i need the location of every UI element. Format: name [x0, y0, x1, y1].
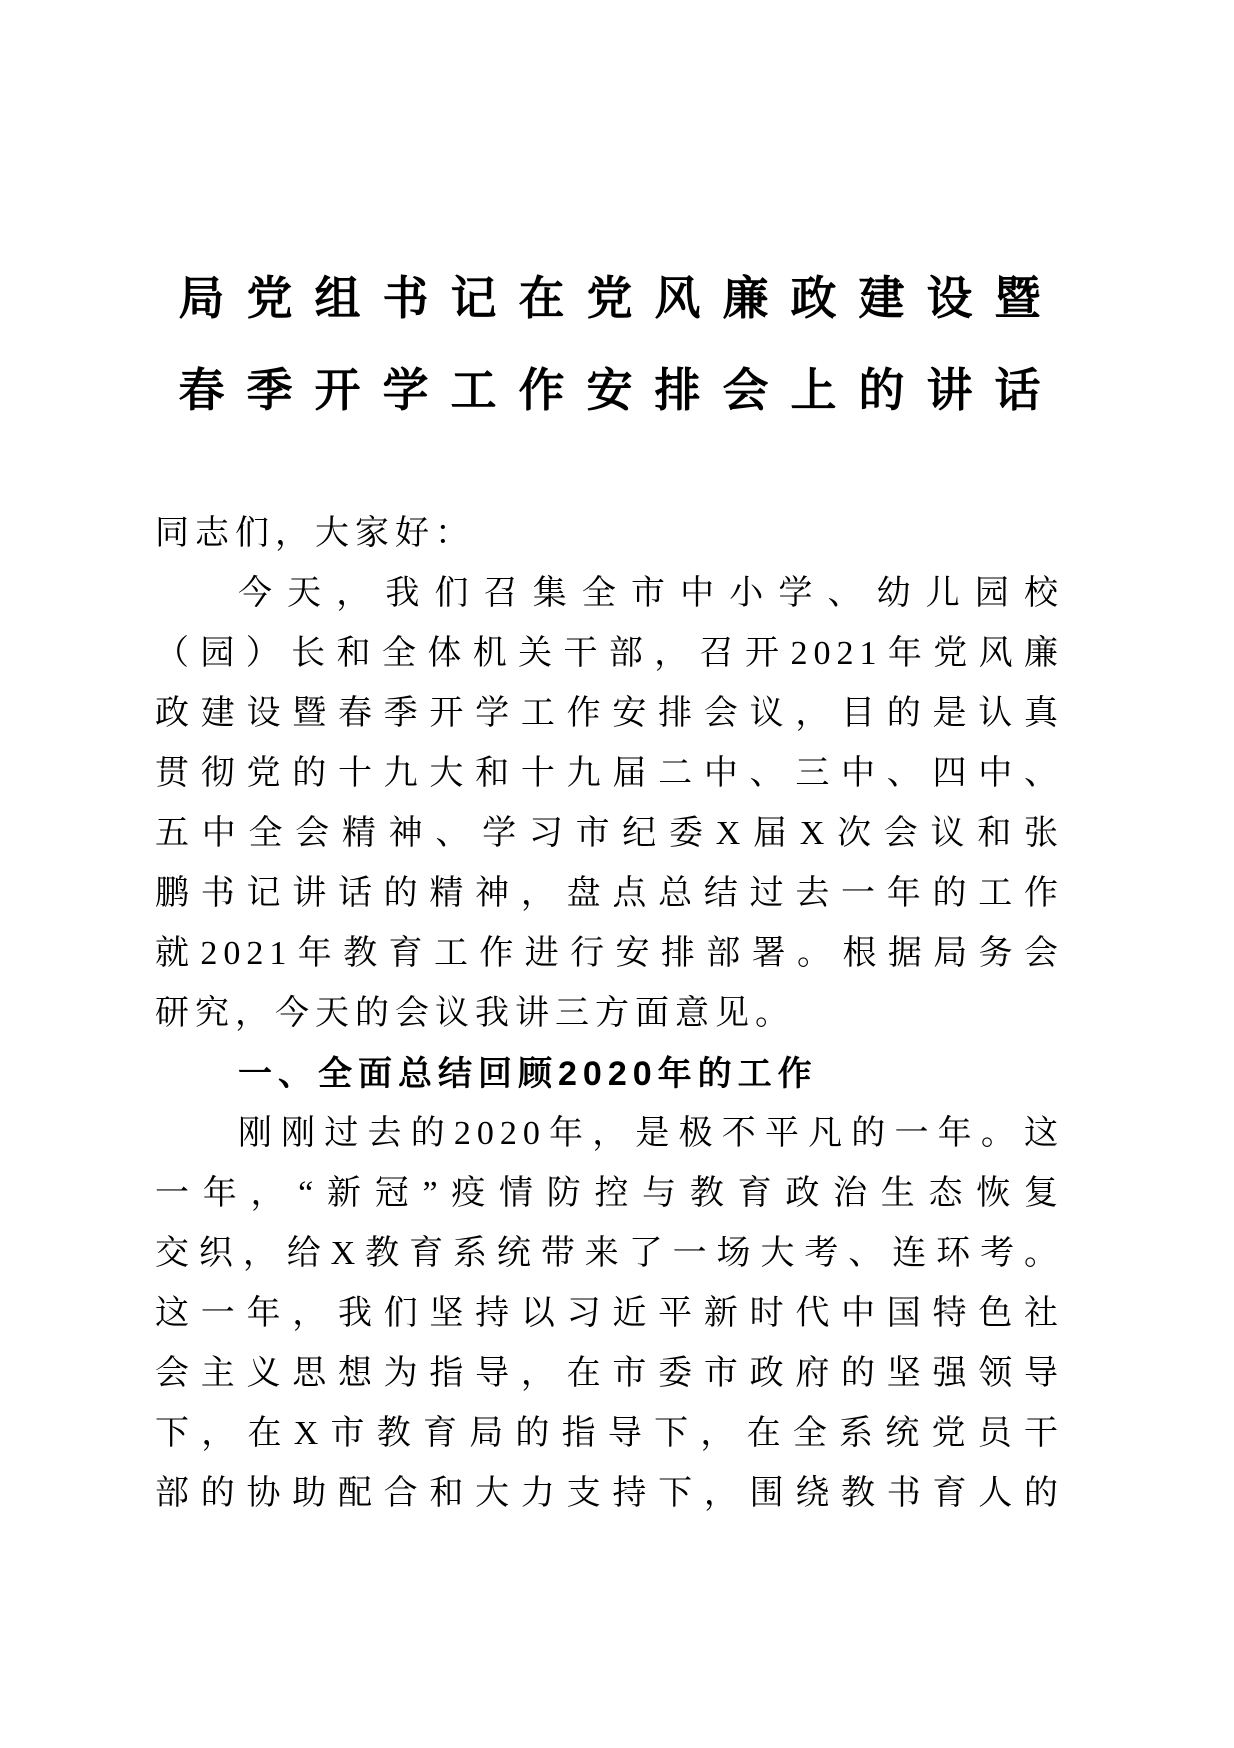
body-text-line: 交织，给X教育系统带来了一场大考、连环考。: [155, 1235, 1064, 1272]
body-text-line: 会主义思想为指导，在市委市政府的坚强领导: [155, 1355, 1064, 1392]
body-text-line: 就2021年教育工作进行安排部署。根据局务会: [155, 935, 1064, 972]
document-title: [155, 252, 1064, 436]
document-title-line: 局党组书记在党风廉政建设暨: [178, 272, 1063, 324]
body-text-line: 下，在X市教育局的指导下，在全系统党员干: [155, 1415, 1064, 1452]
body-text-line: 研究，今天的会议我讲三方面意见。: [155, 995, 795, 1032]
body-text-line: （园）长和全体机关干部，召开2021年党风廉: [155, 635, 1064, 672]
document-title-line: 春季开学工作安排会上的讲话: [178, 364, 1063, 416]
body-text-line: 政建设暨春季开学工作安排会议，目的是认真: [155, 695, 1064, 732]
body-text-line: 这一年，我们坚持以习近平新时代中国特色社: [155, 1295, 1064, 1332]
body-text-line: 五中全会精神、学习市纪委X届X次会议和张: [155, 815, 1064, 852]
body-text-line: 同志们，大家好：: [155, 515, 475, 552]
body-text-line: 鹏书记讲话的精神，盘点总结过去一年的工作: [155, 875, 1064, 912]
body-text-line: 一年，“新冠”疫情防控与教育政治生态恢复: [155, 1175, 1064, 1212]
section-heading-line: 一、全面总结回顾2020年的工作: [238, 1055, 818, 1093]
body-text-line: 贯彻党的十九大和十九届二中、三中、四中、: [155, 755, 1064, 792]
document-body: [155, 504, 1064, 1524]
body-text-line: 今天，我们召集全市中小学、幼儿园校: [238, 575, 1064, 612]
body-text-line: 刚刚过去的2020年，是极不平凡的一年。这: [238, 1115, 1064, 1152]
body-text-line: 部的协助配合和大力支持下，围绕教书育人的: [155, 1475, 1064, 1512]
